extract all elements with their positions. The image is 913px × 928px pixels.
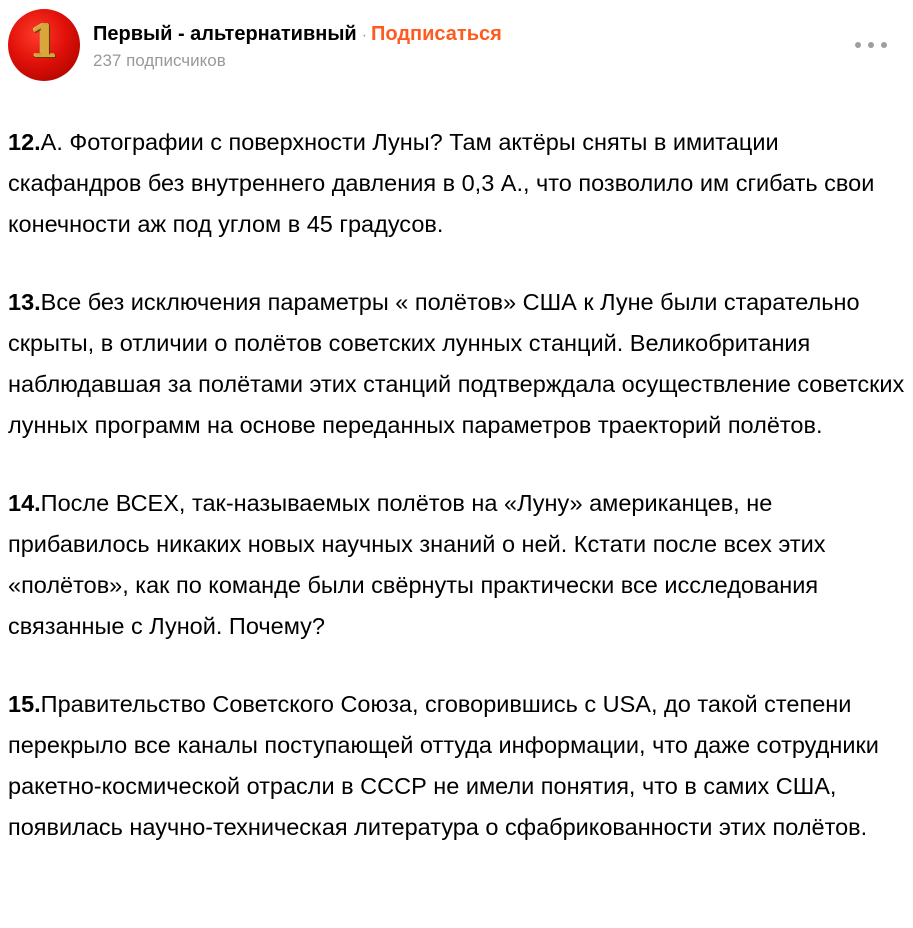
article-paragraph-12 — [8, 122, 908, 245]
paragraph-text: Все без исключения параметры « полётов» США к Луне были старательно скрыты, в отличии о полётов советских лунных станций. Великобритания наблюдавшая за полётами этих станций подтверждала осуществление советских лунных программ на основе переданных параметров траекторий полётов. — [8, 289, 905, 438]
paragraph-text: А. Фотографии с поверхности Луны? Там актёры сняты в имитации скафандров без внутреннего давления в 0,3 А., что позволило им сгибать свои конечности аж под углом в 45 градусов. — [8, 129, 875, 237]
article-paragraph-13 — [8, 282, 908, 446]
article-paragraph-15 — [8, 684, 908, 848]
article-body — [8, 122, 908, 885]
paragraph-number: 14. — [8, 490, 41, 516]
paragraph-number: 13. — [8, 289, 41, 315]
paragraph-text: Правительство Советского Союза, сговорившись с USA, до такой степени перекрыло все каналы поступающей оттуда информации, что даже сотрудники ракетно-космической отрасли в СССР не имели понятия, что в самих США, появилась научно-техническая литература о сфабрикованности этих полётов. — [8, 691, 879, 840]
paragraph-number: 12. — [8, 129, 41, 155]
channel-title-line — [93, 21, 502, 49]
channel-name-link[interactable]: Первый - альтернативный — [93, 23, 357, 45]
paragraph-text: После ВСЕХ, так-называемых полётов на «Луну» американцев, не прибавилось никаких новых научных знаний о ней. Кстати после всех этих «полётов», как по команде были свёрнуты практически все исследования связанные с Луной. Почему? — [8, 490, 826, 639]
article-paragraph-14 — [8, 483, 908, 647]
more-options-button[interactable] — [852, 32, 892, 60]
title-separator: · — [361, 27, 368, 44]
channel-header — [8, 8, 905, 82]
channel-avatar[interactable] — [8, 9, 80, 81]
subscriber-count: 237 подписчиков — [93, 51, 226, 70]
avatar-logo-digit: 1 — [28, 17, 60, 68]
more-horizontal-icon — [855, 42, 889, 50]
subscribe-button[interactable]: Подписаться — [371, 23, 502, 45]
paragraph-number: 15. — [8, 691, 41, 717]
